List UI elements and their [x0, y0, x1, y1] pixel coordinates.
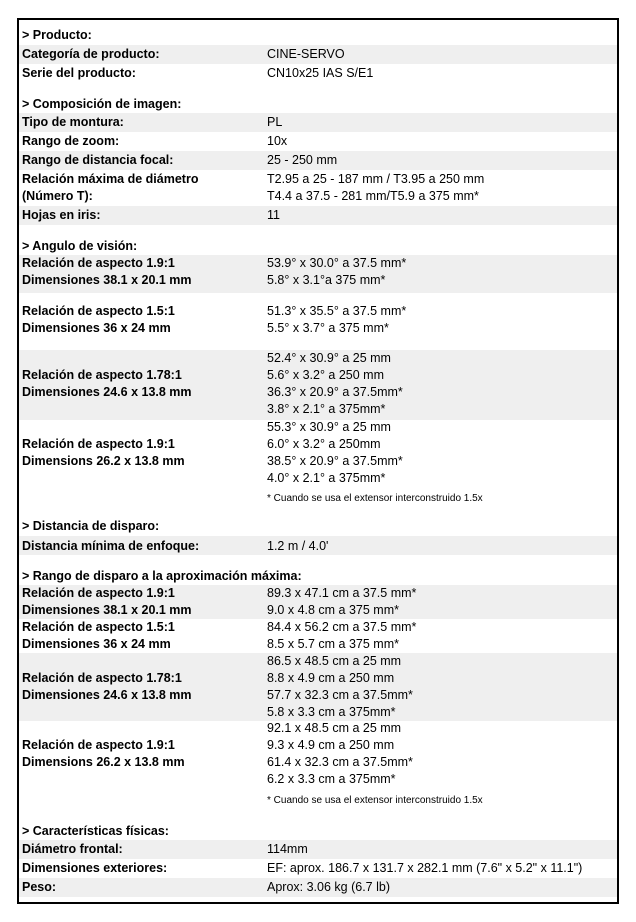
row-value: 4.0° x 2.1° a 375mm* — [267, 471, 386, 485]
row-enfoque — [19, 536, 617, 555]
row-label: Diámetro frontal: — [22, 842, 123, 856]
row-label: Relación de aspecto 1.78:1 — [22, 368, 182, 382]
row-rango-4 — [19, 721, 617, 813]
row-label: Rango de zoom: — [22, 134, 120, 148]
section-composicion — [19, 94, 617, 113]
row-label: Relación de aspecto 1.9:1 — [22, 738, 175, 752]
row-value: 5.8 x 3.3 cm a 375mm* — [267, 705, 396, 719]
row-label: Tipo de montura: — [22, 115, 124, 129]
row-serie — [19, 64, 617, 83]
row-value: 8.8 x 4.9 cm a 250 mm — [267, 671, 395, 685]
row-label: Dimensiones 24.6 x 13.8 mm — [22, 385, 192, 399]
row-value: 51.3° x 35.5° a 37.5 mm* — [267, 304, 407, 318]
row-value: 84.4 x 56.2 cm a 37.5 mm* — [267, 620, 417, 634]
row-label: (Número T): — [22, 189, 93, 203]
section-title: > Rango de disparo a la aproximación máxima: — [22, 569, 302, 583]
row-value: 5.8° x 3.1°a 375 mm* — [267, 273, 386, 287]
row-angulo-1 — [19, 255, 617, 293]
row-value: 114mm — [267, 842, 308, 856]
row-relacion — [19, 170, 617, 206]
row-value: 61.4 x 32.3 cm a 37.5mm* — [267, 755, 413, 769]
section-producto — [19, 26, 617, 45]
row-label: Dimensiones 24.6 x 13.8 mm — [22, 688, 192, 702]
section-title: > Angulo de visión: — [22, 239, 138, 253]
row-value: 3.8° x 2.1° a 375mm* — [267, 402, 386, 416]
section-title: > Características físicas: — [22, 824, 169, 838]
row-rango-3 — [19, 653, 617, 721]
section-caracteristicas — [19, 822, 617, 841]
row-diametro — [19, 840, 617, 859]
row-value: 6.2 x 3.3 cm a 375mm* — [267, 772, 396, 786]
row-label: Relación de aspecto 1.5:1 — [22, 620, 175, 634]
row-value: 5.5° x 3.7° a 375 mm* — [267, 321, 389, 335]
row-value: 11 — [267, 208, 280, 222]
row-categoria — [19, 45, 617, 64]
row-value: 9.0 x 4.8 cm a 375 mm* — [267, 603, 400, 617]
row-label: Dimensiones 38.1 x 20.1 mm — [22, 273, 192, 287]
row-value: 52.4° x 30.9° a 25 mm — [267, 351, 391, 365]
row-label: Categoría de producto: — [22, 47, 160, 61]
row-label: Dimensions 26.2 x 13.8 mm — [22, 755, 185, 769]
row-value: 8.5 x 5.7 cm a 375 mm* — [267, 637, 400, 651]
row-value: EF: aprox. 186.7 x 131.7 x 282.1 mm (7.6" x 5.2" x 11.1") — [267, 861, 583, 875]
row-label: Relación de aspecto 1.9:1 — [22, 256, 175, 270]
spacer — [19, 293, 617, 303]
section-title: > Distancia de disparo: — [22, 519, 160, 533]
row-angulo-4 — [19, 420, 617, 512]
row-value: Aprox: 3.06 kg (6.7 lb) — [267, 880, 390, 894]
row-label: Relación de aspecto 1.9:1 — [22, 437, 175, 451]
section-distancia — [19, 517, 617, 536]
row-focal — [19, 151, 617, 170]
row-value: 9.3 x 4.9 cm a 250 mm — [267, 738, 395, 752]
row-value: 5.6° x 3.2° a 250 mm — [267, 368, 384, 382]
row-value: 10x — [267, 134, 288, 148]
row-value: T2.95 a 25 - 187 mm / T3.95 a 250 mm — [267, 172, 485, 186]
row-value: T4.4 a 37.5 - 281 mm/T5.9 a 375 mm* — [267, 189, 479, 203]
row-value: 57.7 x 32.3 cm a 37.5mm* — [267, 688, 413, 702]
row-value: CINE-SERVO — [267, 47, 345, 61]
footnote: * Cuando se usa el extensor interconstruido 1.5x — [267, 493, 483, 504]
row-value: 86.5 x 48.5 cm a 25 mm — [267, 654, 402, 668]
row-value: 38.5° x 20.9° a 37.5mm* — [267, 454, 403, 468]
row-label: Distancia mínima de enfoque: — [22, 539, 200, 553]
row-label: Serie del producto: — [22, 66, 136, 80]
row-value: 36.3° x 20.9° a 37.5mm* — [267, 385, 403, 399]
row-label: Rango de distancia focal: — [22, 153, 174, 167]
row-label: Hojas en iris: — [22, 208, 101, 222]
row-label: Dimensiones 36 x 24 mm — [22, 637, 171, 651]
row-value: PL — [267, 115, 283, 129]
row-hojas — [19, 206, 617, 225]
row-dimensiones — [19, 859, 617, 878]
section-rango — [19, 567, 617, 586]
section-angulo — [19, 236, 617, 255]
row-zoom — [19, 132, 617, 151]
row-rango-1 — [19, 585, 617, 619]
section-title: > Producto: — [22, 28, 92, 42]
row-label: Relación de aspecto 1.5:1 — [22, 304, 175, 318]
row-label: Dimensiones 38.1 x 20.1 mm — [22, 603, 192, 617]
row-label: Peso: — [22, 880, 57, 894]
section-title: > Composición de imagen: — [22, 97, 182, 111]
row-value: CN10x25 IAS S/E1 — [267, 66, 374, 80]
row-label: Relación de aspecto 1.78:1 — [22, 671, 182, 685]
row-value: 53.9° x 30.0° a 37.5 mm* — [267, 256, 407, 270]
footnote: * Cuando se usa el extensor interconstruido 1.5x — [267, 795, 483, 806]
row-value: 55.3° x 30.9° a 25 mm — [267, 420, 391, 434]
row-value: 6.0° x 3.2° a 250mm — [267, 437, 381, 451]
row-label: Relación de aspecto 1.9:1 — [22, 586, 175, 600]
row-label: Relación máxima de diámetro — [22, 172, 199, 186]
row-value: 92.1 x 48.5 cm a 25 mm — [267, 721, 402, 735]
row-montura — [19, 113, 617, 132]
row-value: 1.2 m / 4.0' — [267, 539, 329, 553]
row-label: Dimensiones 36 x 24 mm — [22, 321, 171, 335]
row-peso — [19, 878, 617, 897]
row-rango-2 — [19, 619, 617, 653]
row-angulo-2 — [19, 303, 617, 341]
row-value: 89.3 x 47.1 cm a 37.5 mm* — [267, 586, 417, 600]
spec-sheet — [17, 18, 619, 904]
row-value: 25 - 250 mm — [267, 153, 338, 167]
row-angulo-3 — [19, 350, 617, 420]
row-label: Dimensions 26.2 x 13.8 mm — [22, 454, 185, 468]
row-label: Dimensiones exteriores: — [22, 861, 168, 875]
